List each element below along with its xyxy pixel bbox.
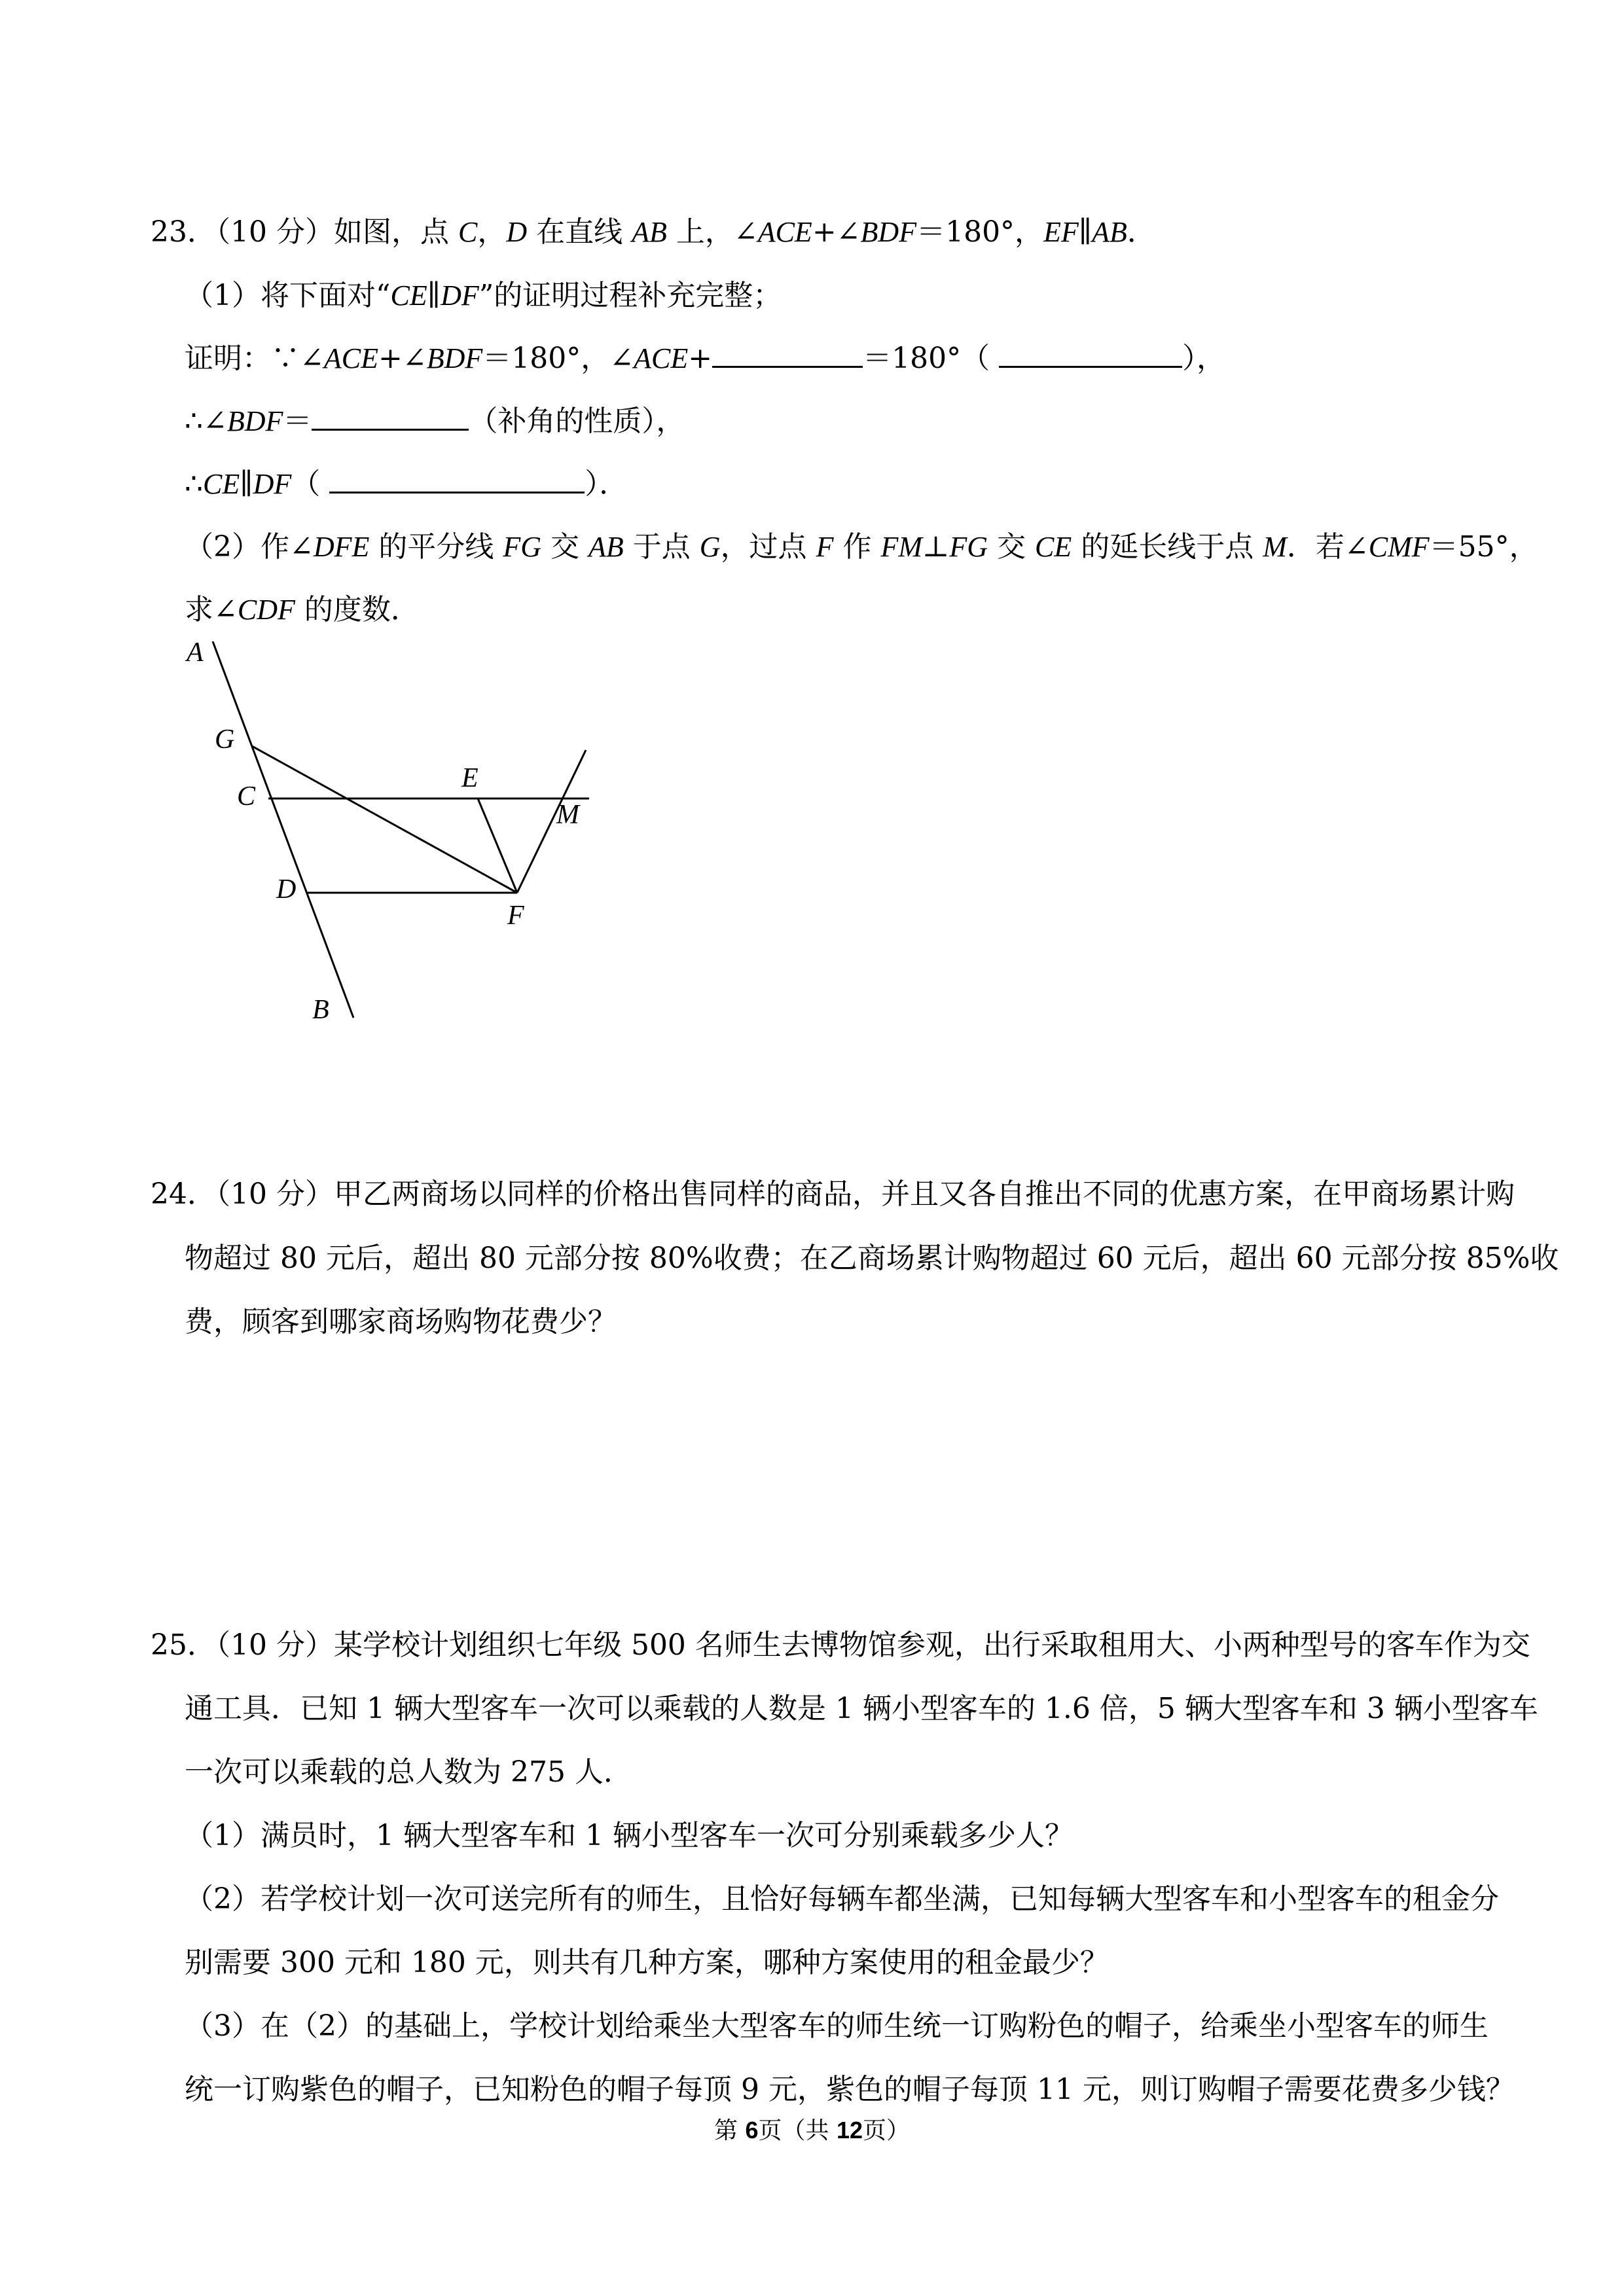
answer-blank [999, 340, 1182, 368]
math-symbol: M [1263, 531, 1287, 563]
math-symbol: FM [880, 531, 922, 563]
page-total: 12 [836, 2117, 863, 2144]
q24-line-2: 物超过 80 元后，超出 80 元部分按 80%收费；在乙商场累计购物超过 60 元后，超出 60 元部分按 85%收 [185, 1242, 1559, 1275]
answer-blank [329, 465, 585, 493]
math-symbol: F [816, 531, 834, 563]
geometry-figure [164, 641, 622, 1047]
math-symbol: EF [1043, 216, 1079, 248]
math-symbol: CDF [237, 594, 295, 626]
q25-line-2: 通工具．已知 1 辆大型客车一次可以乘载的人数是 1 辆小型客车的 1.6 倍，5 辆大型客车和 3 辆小型客车 [185, 1692, 1538, 1725]
math-symbol: CE [390, 279, 427, 312]
math-symbol: DFE [313, 531, 370, 563]
label-m: M [556, 800, 579, 830]
math-symbol: C [458, 216, 478, 248]
q23-line-7: 求∠CDF 的度数． [185, 593, 420, 626]
label-e: E [461, 763, 478, 793]
label-a: A [187, 641, 204, 668]
math-symbol: BDF [426, 342, 483, 374]
answer-blank [712, 340, 863, 368]
q25-line-4: （1）满员时，1 辆大型客车和 1 辆小型客车一次可分别乘载多少人？ [185, 1819, 1074, 1852]
q25-line-5: （2）若学校计划一次可送完所有的师生，且恰好每辆车都坐满，已知每辆大型客车和小型客车的租金分 [185, 1882, 1499, 1916]
page-number: 6 [745, 2117, 759, 2144]
q25-line-6: 别需要 300 元和 180 元，则共有几种方案，哪种方案使用的租金最少？ [185, 1946, 1109, 1979]
line-ef [478, 798, 517, 893]
q24-line-3: 费，顾客到哪家商场购物花费少？ [185, 1305, 617, 1338]
math-symbol: BDF [860, 216, 917, 248]
footer-middle: 页（共 [758, 2117, 837, 2144]
math-symbol: FG [503, 531, 542, 563]
q23-line-5: ∴CE∥DF（ ）． [185, 465, 628, 504]
math-symbol: ACE [323, 342, 378, 374]
math-symbol: G [699, 531, 721, 563]
math-symbol: AB [632, 216, 667, 248]
math-symbol: CE [1035, 531, 1072, 563]
q24-line-1: 24．（10 分）甲乙两商场以同样的价格出售同样的商品，并且又各自推出不同的优惠方案，在甲商场累计购 [151, 1177, 1515, 1211]
math-symbol: AB [1092, 216, 1127, 248]
q23-line-6: （2）作∠DFE 的平分线 FG 交 AB 于点 G，过点 F 作 FM⊥FG 交 CE 的延长线于点 M．若∠CMF＝55°， [185, 530, 1538, 564]
math-symbol: ACE [634, 342, 689, 374]
math-symbol: FG [949, 531, 988, 563]
q23-line-1: 23．（10 分）如图，点 C，D 在直线 AB 上，∠ACE+∠BDF＝180°，EF∥AB． [151, 215, 1156, 249]
footer-suffix: 页） [862, 2117, 910, 2144]
footer-prefix: 第 [714, 2117, 746, 2144]
line-ab [213, 641, 353, 1018]
math-symbol: D [506, 216, 528, 248]
label-d: D [276, 874, 297, 905]
q25-line-3: 一次可以乘载的总人数为 275 人． [185, 1755, 632, 1789]
math-symbol: DF [253, 468, 292, 500]
q25-line-1: 25．（10 分）某学校计划组织七年级 500 名师生去博物馆参观，出行采取租用大、小两种型号的客车作为交 [151, 1628, 1530, 1662]
q23-line-2: （1）将下面对“CE∥DF”的证明过程补充完整； [185, 279, 782, 312]
label-c: C [237, 781, 256, 812]
q25-line-7: （3）在（2）的基础上，学校计划给乘坐大型客车的师生统一订购粉色的帽子，给乘坐小型客车的师生 [185, 2009, 1489, 2043]
answer-blank [312, 403, 469, 431]
label-b: B [312, 995, 329, 1025]
q23-line-3: 证明：∵∠ACE+∠BDF＝180°，∠ACE+ ＝180°（ ）， [185, 339, 1225, 378]
label-f: F [507, 901, 524, 931]
math-symbol: DF [441, 279, 479, 312]
math-symbol: ACE [757, 216, 812, 248]
label-g: G [215, 725, 235, 755]
math-symbol: BDF [226, 405, 283, 437]
q25-line-8: 统一订购紫色的帽子，已知粉色的帽子每顶 9 元，紫色的帽子每顶 11 元，则订购帽子需要花费多少钱？ [185, 2073, 1515, 2106]
page-footer [0, 2114, 1624, 2147]
q23-line-4: ∴∠BDF＝ （补角的性质）， [185, 402, 685, 441]
math-symbol: AB [588, 531, 624, 563]
math-symbol: CE [203, 468, 240, 500]
math-symbol: CMF [1368, 531, 1430, 563]
